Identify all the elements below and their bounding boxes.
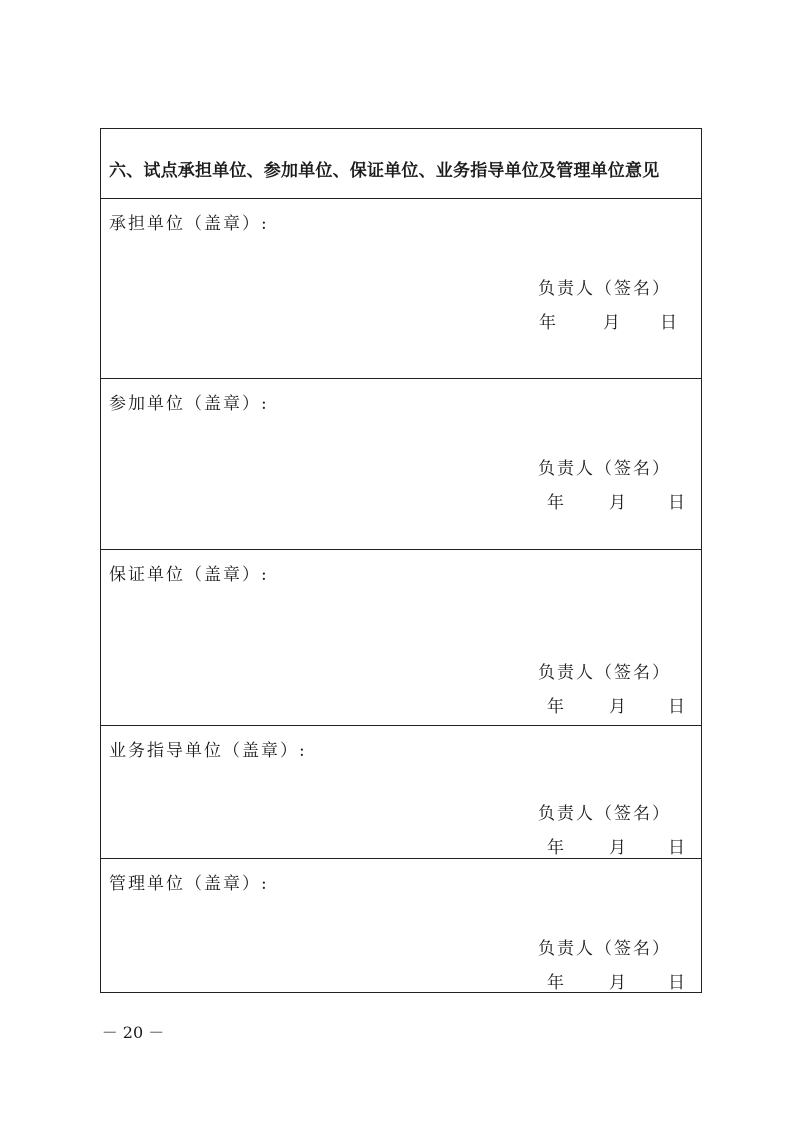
- month-label: 月: [609, 697, 626, 717]
- responsible-signature-label: 负责人（签名）: [538, 459, 671, 479]
- day-label: 日: [668, 697, 685, 717]
- participating-unit-row: [101, 379, 701, 550]
- undertaking-unit-row: [101, 199, 701, 379]
- form-header-row: [101, 129, 701, 199]
- year-label: 年: [547, 697, 564, 717]
- responsible-signature-label: 负责人（签名）: [538, 663, 671, 683]
- month-label: 月: [609, 838, 626, 858]
- date-line: [547, 488, 687, 513]
- responsible-signature-label: 负责人（签名）: [538, 279, 671, 299]
- management-unit-label: 管理单位（盖章）:: [109, 874, 269, 894]
- day-label: 日: [668, 493, 685, 513]
- date-line: [547, 692, 687, 717]
- month-label: 月: [603, 313, 620, 333]
- management-unit-row: [101, 859, 701, 994]
- year-label: 年: [547, 493, 564, 513]
- participating-unit-label: 参加单位（盖章）:: [109, 394, 269, 414]
- month-label: 月: [609, 493, 626, 513]
- year-label: 年: [539, 313, 556, 333]
- guarantee-unit-row: [101, 550, 701, 726]
- responsible-signature-label: 负责人（签名）: [538, 939, 671, 959]
- date-line: [547, 968, 687, 993]
- month-label: 月: [609, 973, 626, 993]
- year-label: 年: [547, 973, 564, 993]
- undertaking-unit-label: 承担单位（盖章）:: [109, 214, 269, 234]
- year-label: 年: [547, 838, 564, 858]
- section-title: 六、试点承担单位、参加单位、保证单位、业务指导单位及管理单位意见: [109, 161, 660, 181]
- day-label: 日: [668, 973, 685, 993]
- opinion-form: [100, 128, 702, 993]
- date-line: [539, 308, 679, 333]
- day-label: 日: [660, 313, 677, 333]
- page-footer: [0, 1020, 794, 1043]
- page-number: － 20 －: [101, 1023, 165, 1042]
- responsible-signature-label: 负责人（签名）: [538, 804, 671, 824]
- business-guidance-unit-row: [101, 726, 701, 859]
- day-label: 日: [668, 838, 685, 858]
- date-line: [547, 833, 687, 858]
- guarantee-unit-label: 保证单位（盖章）:: [109, 565, 269, 585]
- business-guidance-unit-label: 业务指导单位（盖章）:: [109, 741, 307, 761]
